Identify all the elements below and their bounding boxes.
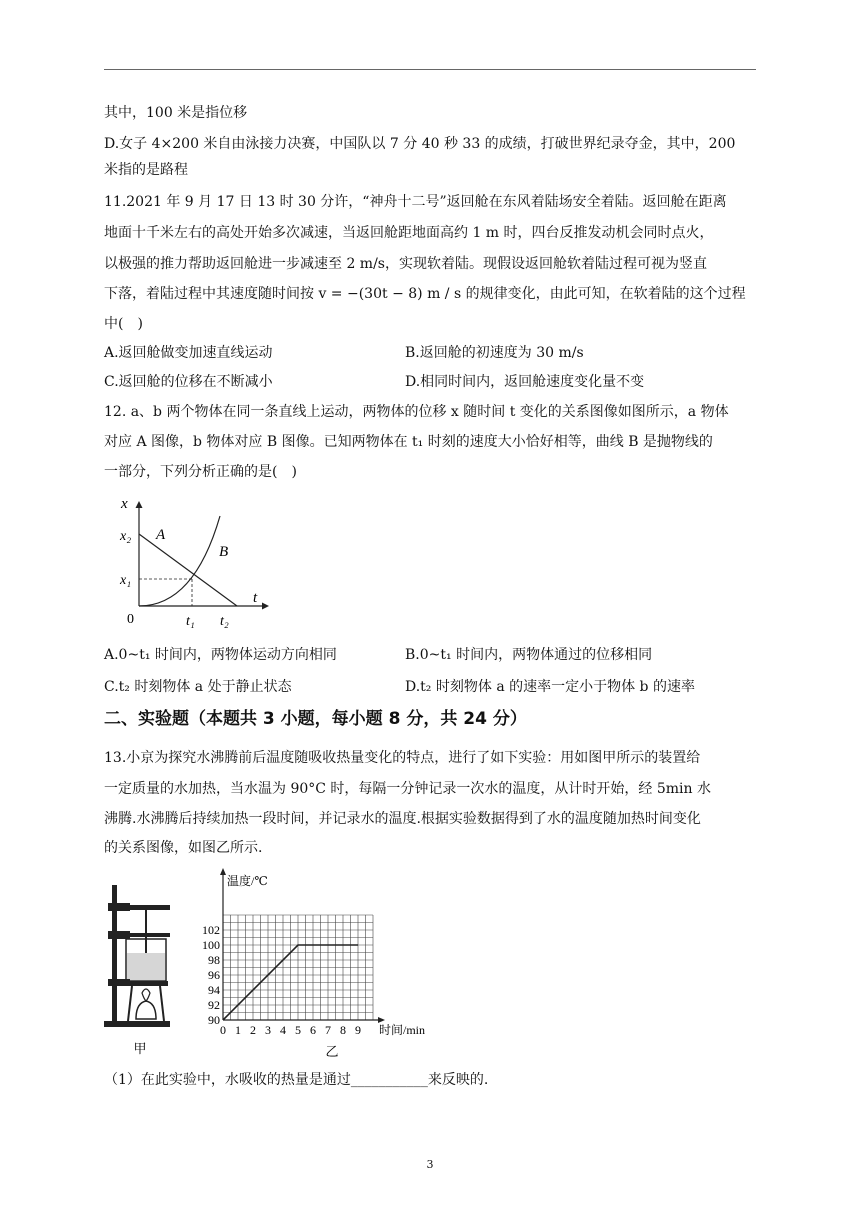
text-line: 下落，着陆过程中其速度随时间按 v = −(30t − 8) m / s 的规律变化，由此可知，在软着陆的这个过程 [104, 286, 746, 302]
x1-label: x₁ [120, 573, 132, 588]
text-line: 一部分，下列分析正确的是( ) [104, 464, 297, 480]
text-line: 对应 A 图像，b 物体对应 B 图像。已知两物体在 t₁ 时刻的速度大小恰好相等，曲线 B 是抛物线的 [104, 434, 713, 450]
y-tick-label: 98 [208, 953, 220, 967]
q12-option-c: C.t₂ 时刻物体 a 处于静止状态 [104, 679, 292, 695]
question-12: 12. a、b 两个物体在同一条直线上运动，两物体的位移 x 随时间 t 变化的关系图像如图所示，a 物体 [104, 404, 729, 420]
t1-label: t₁ [186, 614, 195, 629]
chart-x-label: 时间/min [379, 1023, 426, 1037]
temperature-chart [195, 868, 445, 1063]
text-line: 其中，100 米是指位移 [104, 105, 248, 121]
heating-apparatus-figure [100, 875, 180, 1055]
y-tick-label: 94 [208, 983, 220, 997]
text-line: 地面十千米左右的高处开始多次减速，当返回舱距地面高约 1 m 时，四台反推发动机会同时点火， [104, 225, 714, 241]
question-13: 13.小京为探究水沸腾前后温度随吸收热量变化的特点，进行了如下实验：用如图甲所示的装置给 [104, 750, 701, 766]
x-tick-label: 7 [325, 1023, 331, 1037]
y-tick-label: 100 [202, 938, 220, 952]
question-11: 11.2021 年 9 月 17 日 13 时 30 分许，“神舟十二号”返回舱在东风着陆场安全着陆。返回舱在距离 [104, 194, 727, 210]
x-tick-label: 4 [280, 1023, 286, 1037]
x2-label: x₂ [120, 529, 132, 544]
x-tick-label: 0 [220, 1023, 226, 1037]
x-tick-label: 2 [250, 1023, 256, 1037]
t-axis-label: t [253, 590, 258, 606]
q13-sub-question-1: （1）在此实验中，水吸收的热量是通过___________来反映的. [104, 1072, 489, 1088]
x-tick-label: 8 [340, 1023, 346, 1037]
text-line: 的关系图像，如图乙所示. [104, 840, 263, 856]
curve-b-label: B [219, 544, 229, 560]
y-tick-label: 90 [208, 1013, 220, 1027]
xt-graph [112, 494, 272, 634]
y-tick-label: 96 [208, 968, 220, 982]
text-line: 沸腾.水沸腾后持续加热一段时间，并记录水的温度.根据实验数据得到了水的温度随加热时间变化 [104, 811, 701, 827]
chart-y-label: 温度/℃ [227, 874, 268, 888]
text-line: D.女子 4×200 米自由泳接力决赛，中国队以 7 分 40 秒 33 的成绩，打破世界纪录夺金，其中，200 [104, 136, 736, 152]
origin-label: 0 [127, 612, 134, 627]
x-tick-label: 9 [355, 1023, 361, 1037]
q12-option-b: B.0~t₁ 时间内，两物体通过的位移相同 [405, 647, 653, 663]
y-tick-label: 102 [202, 923, 220, 937]
curve-b [139, 516, 220, 606]
text-line: 中( ) [104, 316, 143, 332]
chart-label: 乙 [325, 1044, 339, 1059]
section-heading: 二、实验题（本题共 3 小题，每小题 8 分，共 24 分） [104, 709, 527, 729]
text-line: 一定质量的水加热，当水温为 90°C 时，每隔一分钟记录一次水的温度，从计时开始，经 5min 水 [104, 781, 712, 797]
q11-option-b: B.返回舱的初速度为 30 m/s [405, 345, 584, 361]
x-tick-label: 3 [265, 1023, 271, 1037]
curve-a-label: A [156, 527, 166, 543]
header-rule [104, 69, 756, 70]
q12-option-a: A.0~t₁ 时间内，两物体运动方向相同 [104, 647, 337, 663]
x-tick-label: 1 [235, 1023, 241, 1037]
q11-option-a: A.返回舱做变加速直线运动 [104, 345, 273, 361]
text-line: 以极强的推力帮助返回舱进一步减速至 2 m/s，实现软着陆。现假设返回舱软着陆过程可视为竖直 [104, 256, 707, 272]
x-tick-label: 6 [310, 1023, 316, 1037]
q11-option-d: D.相同时间内，返回舱速度变化量不变 [405, 374, 645, 390]
x-axis-label: x [121, 496, 128, 512]
q11-option-c: C.返回舱的位移在不断减小 [104, 374, 273, 390]
q12-option-d: D.t₂ 时刻物体 a 的速率一定小于物体 b 的速率 [405, 679, 695, 695]
text-line: 米指的是路程 [104, 162, 188, 178]
x-tick-label: 5 [295, 1023, 301, 1037]
page-number: 3 [426, 1158, 434, 1171]
t2-label: t₂ [220, 614, 229, 629]
y-tick-label: 92 [208, 998, 220, 1012]
apparatus-label: 甲 [133, 1041, 147, 1055]
